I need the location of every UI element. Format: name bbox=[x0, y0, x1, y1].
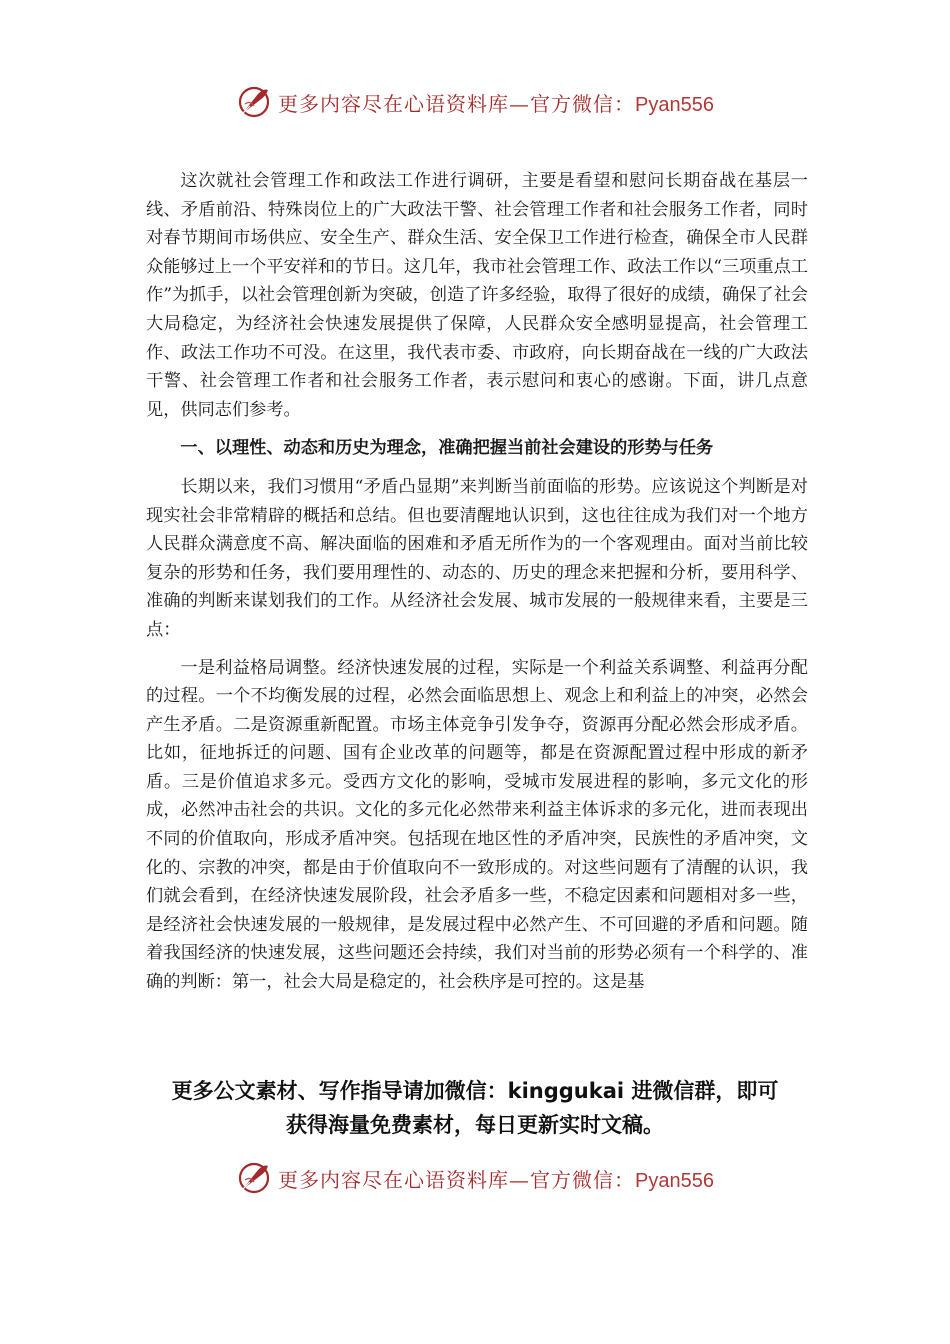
promo-notice bbox=[90, 1074, 860, 1142]
banner-text: 更多内容尽在心语资料库—官方微信：Pyan556 bbox=[278, 91, 714, 116]
section-paragraph-1: 长期以来，我们习惯用“矛盾凸显期”来判断当前面临的形势。应该说这个判断是对现实社会非常精辟的概括和总结。但也要清醒地认识到，这也往往成为我们对一个地方人民群众满意度不高、解决面临的困难和矛盾无所作为的一个客观理由。面对当前比较复杂的形势和任务，我们要用理性的、动态的、历史的理念来把握和分析，要用科学、准确的判断来谋划我们的工作。从经济社会发展、城市发展的一般规律来看，主要是三点： bbox=[146, 476, 808, 640]
banner-text: 更多内容尽在心语资料库—官方微信：Pyan556 bbox=[278, 1167, 714, 1192]
header-banner bbox=[0, 80, 950, 124]
wechat-id: Pyan556 bbox=[635, 1169, 714, 1192]
promo-line-2: 获得海量免费素材，每日更新实时文稿。 bbox=[286, 1113, 664, 1137]
intro-paragraph: 这次就社会管理工作和政法工作进行调研，主要是看望和慰问长期奋战在基层一线、矛盾前沿、特殊岗位上的广大政法干警、社会管理工作者和社会服务工作者，同时对春节期间市场供应、安全生产、群众生活、安全保卫工作进行检查，确保全市人民群众能够过上一个平安祥和的节日。这几年，我市社会管理工作、政法工作以“三项重点工作”为抓手，以社会管理创新为突破，创造了许多经验，取得了很好的成绩，确保了社会大局稳定，为经济社会快速发展提供了保障，人民群众安全感明显提高，社会管理工作、政法工作功不可没。在这里，我代表市委、市政府，向长期奋战在一线的广大政法干警、社会管理工作者和社会服务工作者，表示慰问和衷心的感谢。下面，讲几点意见，供同志们参考。 bbox=[146, 171, 808, 420]
section-paragraph-2: 一是利益格局调整。经济快速发展的过程，实际是一个利益关系调整、利益再分配的过程。一个不均衡发展的过程，必然会面临思想上、观念上和利益上的冲突，必然会产生矛盾。二是资源重新配置。市场主体竞争引发争夺，资源再分配必然会形成矛盾。比如，征地拆迁的问题、国有企业改革的问题等，都是在资源配置过程中形成的新矛盾。三是价值追求多元。受西方文化的影响，受城市发展进程的影响，多元文化的形成，必然冲击社会的共识。文化的多元化必然带来利益主体诉求的多元化，进而表现出不同的价值取向，形成矛盾冲突。包括现在地区性的矛盾冲突，民族性的矛盾冲突，文化的、宗教的冲突，都是由于价值取向不一致形成的。对这些问题有了清醒的认识，我们就会看到，在经济快速发展阶段，社会矛盾多一些，不稳定因素和问题相对多一些，是经济社会快速发展的一般规律，是发展过程中必然产生、不可回避的矛盾和问题。随着我国经济的快速发展，这些问题还会持续，我们对当前的形势必须有一个科学的、准确的判断：第一，社会大局是稳定的，社会秩序是可控的。这是基 bbox=[146, 657, 808, 993]
section-heading: 一、以理性、动态和历史为理念，准确把握当前社会建设的形势与任务 bbox=[180, 438, 714, 459]
footer-banner bbox=[0, 1156, 950, 1200]
promo-line-1: 更多公文素材、写作指导请加微信：kinggukai 进微信群，即可 bbox=[171, 1079, 779, 1103]
quill-pen-logo-icon bbox=[236, 84, 272, 120]
document-body bbox=[146, 167, 808, 997]
wechat-id: Pyan556 bbox=[635, 93, 714, 116]
quill-pen-logo-icon bbox=[236, 1160, 272, 1196]
